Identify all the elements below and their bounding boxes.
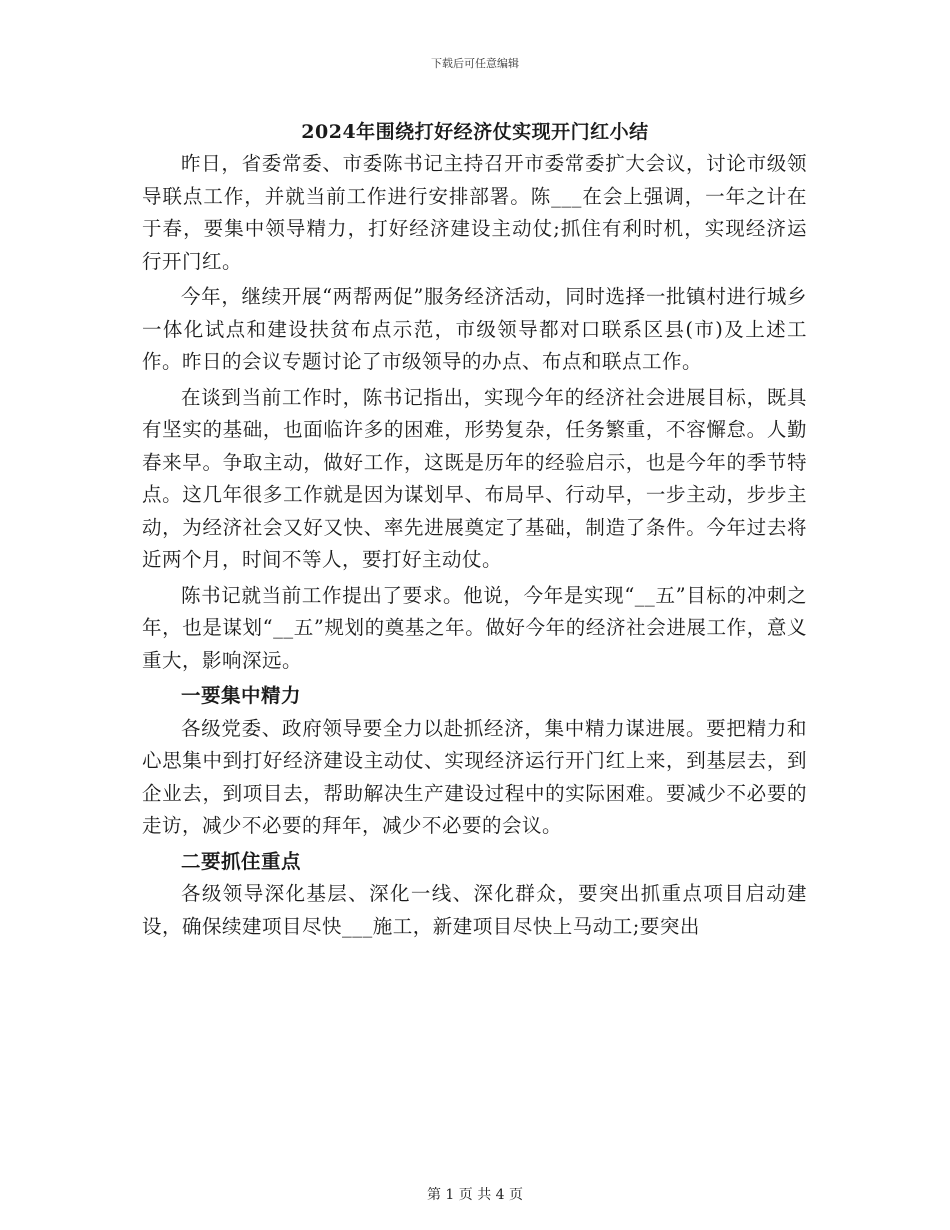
paragraph-3: 在谈到当前工作时，陈书记指出，实现今年的经济社会进展目标，既具有坚实的基础，也面临许多的困难，形势复杂，任务繁重，不容懈怠。人勤春来早。争取主动，做好工作，这既是历年的经验启示，也是今年的季节特点。这几年很多工作就是因为谋划早、布局早、行动早，一步主动，步步主动，为经济社会又好又快、率先进展奠定了基础，制造了条件。今年过去将近两个月，时间不等人，要打好主动仗。	[142, 385, 807, 571]
section-heading-2: 二要抓住重点	[181, 849, 302, 873]
document-body	[142, 148, 807, 943]
section-heading-1: 一要集中精力	[181, 684, 302, 707]
page-number: 第 1 页 共 4 页	[426, 1187, 524, 1203]
section-2-paragraph: 各级领导深化基层、深化一线、深化群众，要突出抓重点项目启动建设，确保续建项目尽快___施工，新建项目尽快上马动工;要突出	[142, 882, 807, 938]
document-title: 2024年围绕打好经济仗实现开门红小结	[301, 121, 649, 143]
paragraph-4: 陈书记就当前工作提出了要求。他说，今年是实现“__五”目标的冲刺之年，也是谋划“__五”规划的奠基之年。做好今年的经济社会进展工作，意义重大，影响深远。	[142, 583, 807, 672]
header-note: 下载后可任意编辑	[431, 57, 519, 70]
section-1-paragraph: 各级党委、政府领导要全力以赴抓经济，集中精力谋进展。要把精力和心思集中到打好经济建设主动仗、实现经济运行开门红上来，到基层去，到企业去，到项目去，帮助解决生产建设过程中的实际困难。要减少不必要的走访，减少不必要的拜年，减少不必要的会议。	[142, 716, 807, 837]
paragraph-2: 今年，继续开展“两帮两促”服务经济活动，同时选择一批镇村进行城乡一体化试点和建设扶贫布点示范，市级领导都对口联系区县(市)及上述工作。昨日的会议专题讨论了市级领导的办点、布点和联点工作。	[142, 285, 807, 373]
paragraph-1: 昨日，省委常委、市委陈书记主持召开市委常委扩大会议，讨论市级领导联点工作，并就当前工作进行安排部署。陈___在会上强调，一年之计在于春，要集中领导精力，打好经济建设主动仗;抓住有利时机，实现经济运行开门红。	[142, 152, 807, 273]
